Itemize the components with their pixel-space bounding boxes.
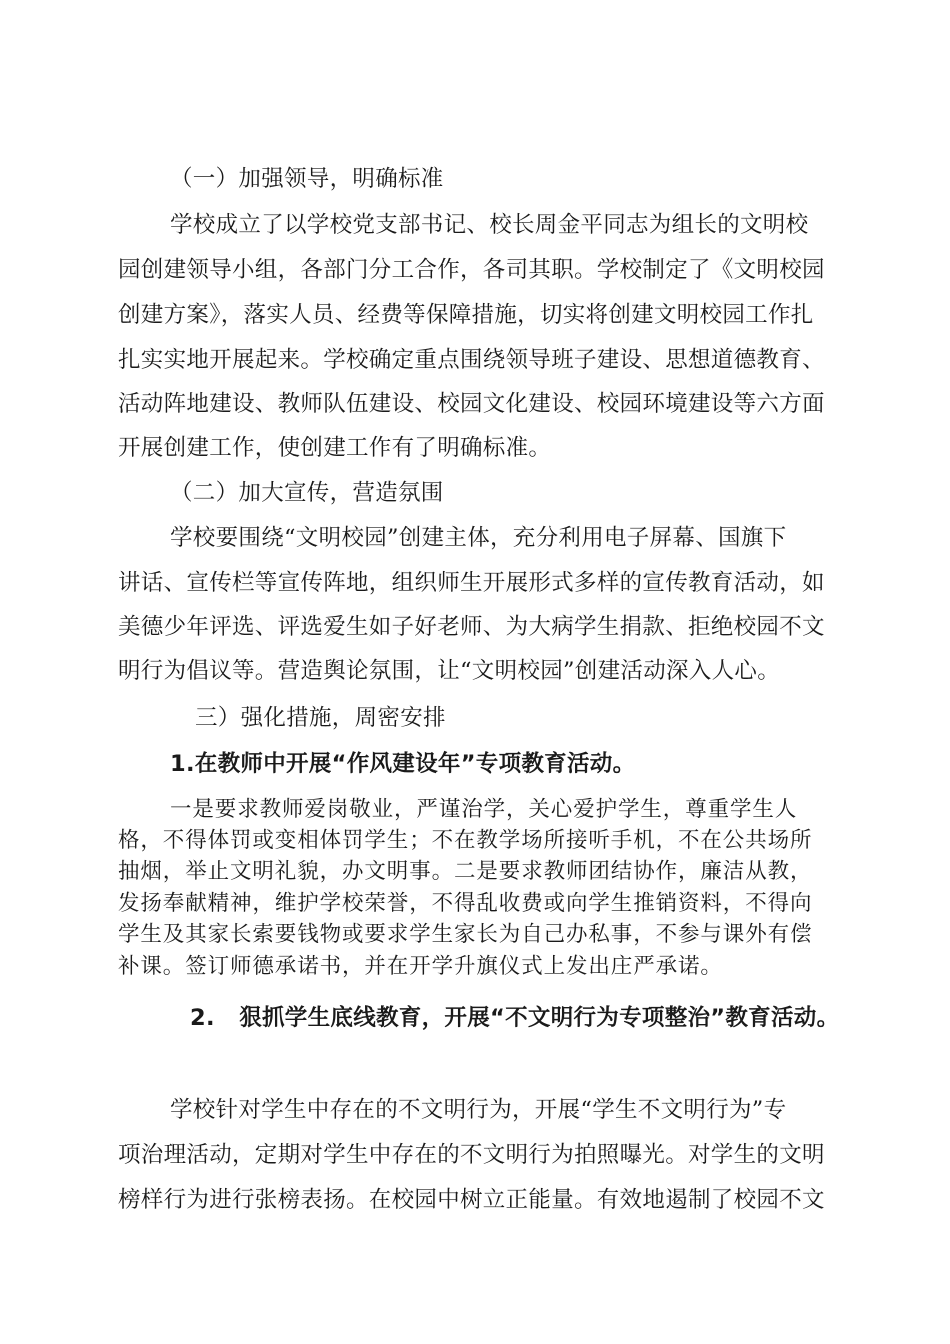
item-1-paragraph-line: 学生及其家长索要钱物或要求学生家长为自己办私事，不参与课外有偿: [118, 922, 813, 947]
section-1-paragraph-line: 开展创建工作，使创建工作有了明确标准。: [118, 435, 552, 461]
section-1-paragraph-line: 活动阵地建设、教师队伍建设、校园文化建设、校园环境建设等六方面: [118, 391, 825, 417]
section-2-paragraph-line: 讲话、宣传栏等宣传阵地，组织师生开展形式多样的宣传教育活动，如: [118, 570, 825, 596]
item-1-paragraph-line: 补课。签订师德承诺书，并在开学升旗仪式上发出庄严承诺。: [118, 954, 723, 979]
item-1-paragraph-line: 抽烟，举止文明礼貌，办文明事。二是要求教师团结协作，廉洁从教，: [118, 859, 813, 884]
item-2-paragraph-line: 榜样行为进行张榜表扬。在校园中树立正能量。有效地遏制了校园不文: [118, 1187, 825, 1213]
section-3-heading: 三）强化措施，周密安排: [195, 705, 446, 731]
item-1-paragraph-line: 一是要求教师爱岗敬业，严谨治学，关心爱护学生，尊重学生人: [170, 797, 798, 822]
section-1-paragraph-line: 园创建领导小组，各部门分工合作，各司其职。学校制定了《文明校园: [118, 257, 825, 283]
section-2-paragraph-line: 学校要围绕“文明校园”创建主体，充分利用电子屏幕、国旗下: [170, 525, 787, 551]
section-2-heading: （二）加大宣传，营造氛围: [170, 480, 444, 506]
item-2-paragraph-line: 学校针对学生中存在的不文明行为，开展“学生不文明行为”专: [170, 1097, 787, 1123]
section-1-paragraph-line: 创建方案》，落实人员、经费等保障措施，切实将创建文明校园工作扎: [118, 302, 814, 328]
item-2-heading: 2. 狠抓学生底线教育，开展“不文明行为专项整治”教育活动。: [190, 1005, 840, 1031]
section-1-heading: （一）加强领导，明确标准: [170, 166, 444, 192]
section-2-paragraph-line: 美德少年评选、评选爱生如子好老师、为大病学生捐款、拒绝校园不文: [118, 614, 825, 640]
section-1-paragraph-line: 学校成立了以学校党支部书记、校长周金平同志为组长的文明校: [170, 212, 809, 238]
item-1-heading: 1.在教师中开展“作风建设年”专项教育活动。: [170, 751, 636, 777]
section-1-paragraph-line: 扎实实地开展起来。学校确定重点围绕领导班子建设、思想道德教育、: [118, 347, 825, 373]
item-1-paragraph-line: 发扬奉献精神，维护学校荣誉，不得乱收费或向学生推销资料，不得向: [118, 891, 813, 916]
item-1-paragraph-line: 格，不得体罚或变相体罚学生；不在教学场所接听手机，不在公共场所: [118, 828, 813, 853]
section-2-paragraph-line: 明行为倡议等。营造舆论氛围，让“文明校园”创建活动深入人心。: [118, 658, 781, 684]
item-2-paragraph-line: 项治理活动，定期对学生中存在的不文明行为拍照曝光。对学生的文明: [118, 1142, 825, 1168]
